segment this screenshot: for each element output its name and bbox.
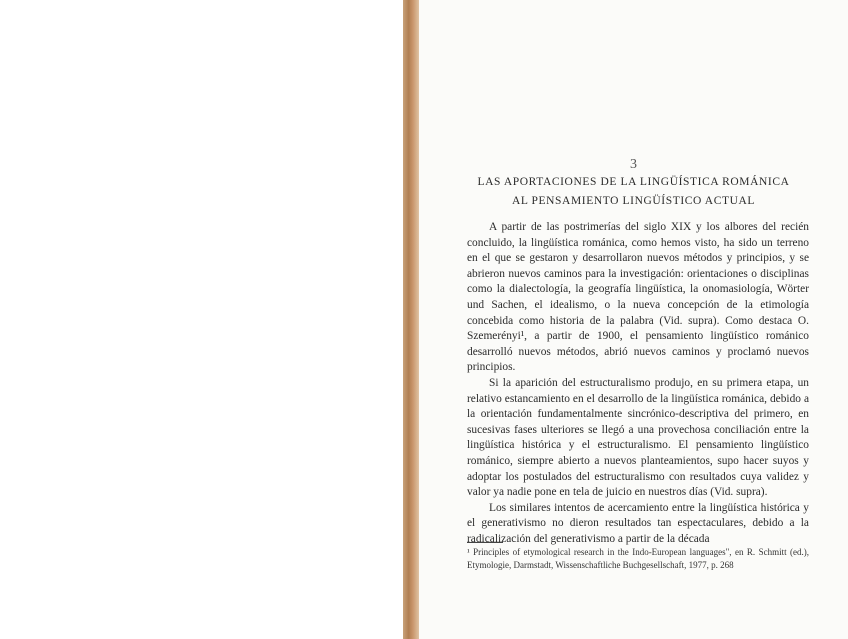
chapter-number: 3 [630,157,637,172]
footnote-rule [467,542,503,543]
paragraph-2: Si la aparición del estructuralismo produjo, en su primera etapa, un relativo estancamiento en el desarrollo de la lingüística románica, debido a la orientación fundamentalmente sincrónico-descriptiva del primero, en sucesivas fases ulteriores se llegó a una provechosa conciliación entre la lingüística histórica y el estructuralismo. El pensamiento lingüístico románico, siempre abierto a nuevos planteamientos, supo hacer suyos y adoptar los postulados del estructuralismo con resultados cuya validez y valor ya nadie pone en tela de juicio en nuestros días (Vid. supra). [467,376,809,499]
right-page [419,0,848,639]
body-text [467,220,809,547]
chapter-title [419,173,848,211]
chapter-title-line-1: LAS APORTACIONES DE LA LINGÜÍSTICA ROMÁNICA [477,176,790,188]
footnote: ¹ Principles of etymological research in the Indo-European languages", en R. Schmitt (ed.), Etymologie, Darmstadt, Wissenschaftliche Buchgesellschaft, 1977, p. 268 [467,547,809,570]
left-page [0,0,403,639]
chapter-title-line-2: AL PENSAMIENTO LINGÜÍSTICO ACTUAL [511,195,756,207]
paragraph-1: A partir de las postrimerías del siglo XIX y los albores del recién concluido, la lingüística románica, como hemos visto, ha sido un terreno en el que se gestaron y desarrollaron nuevos métodos y principios, y se abrieron nuevos caminos para la investigación: orientaciones o disciplinas como la dialectología, la geografía lingüística, la onomasiología, Wörter und Sachen, el idealismo, o la nueva concepción de la etimología concebida como historia de la palabra (Vid. supra). Como destaca O. Szemerényi¹, a partir de 1900, el pensamiento lingüístico románico desarrolló nuevos métodos, abrió nuevos caminos y proclamó nuevos principios. [467,221,809,374]
paragraph-3: Los similares intentos de acercamiento entre la lingüística histórica y el generativismo no dieron resultados tan espectaculares, debido a la radicalización del generativismo a partir de la década [467,501,809,545]
book-spine [403,0,419,639]
